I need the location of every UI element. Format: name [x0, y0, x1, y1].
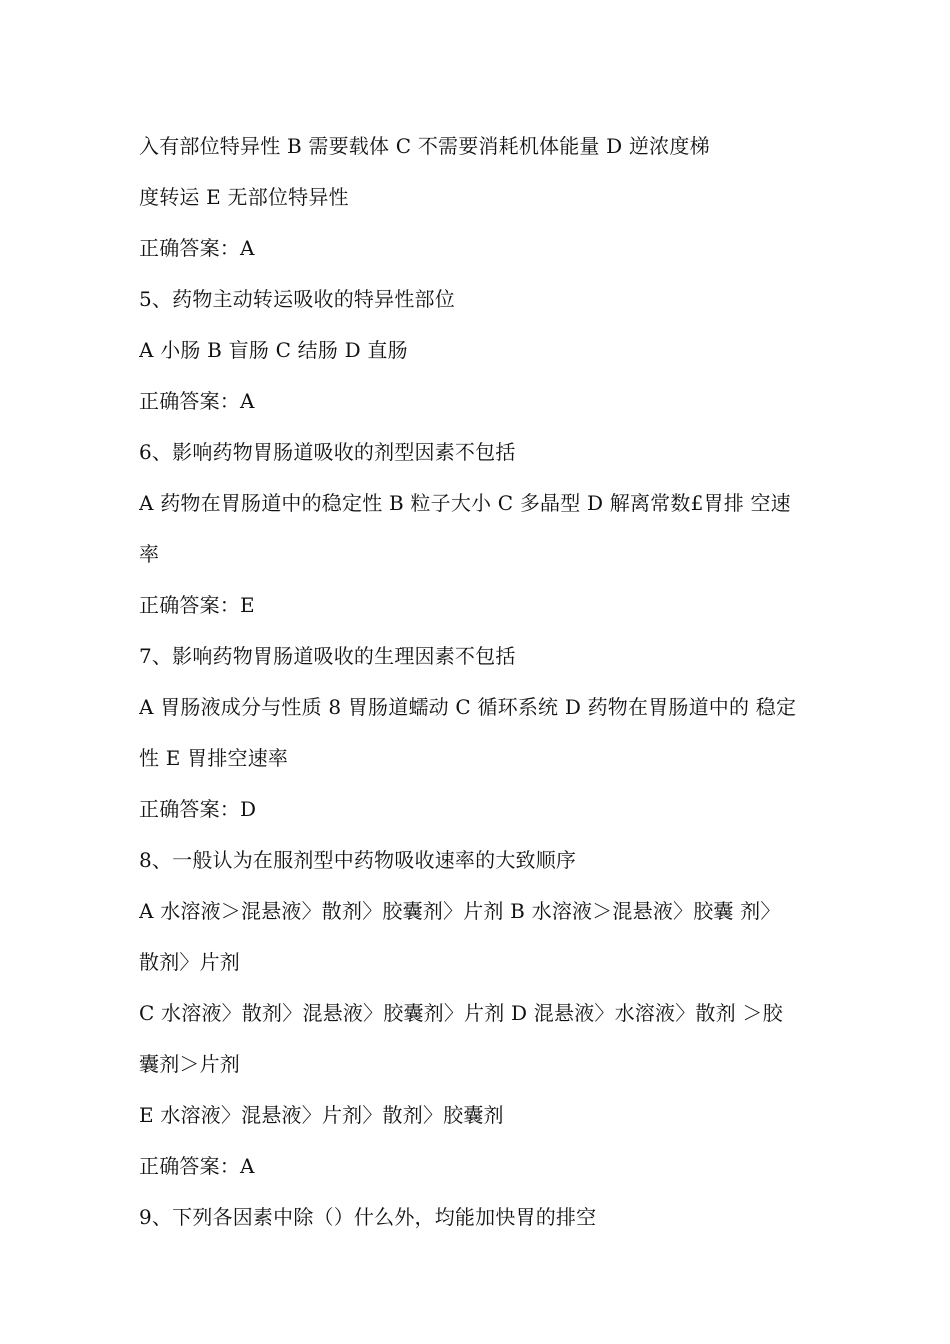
question-7-options: A 胃肠液成分与性质 8 胃肠道蠕动 C 循环系统 D 药物在胃肠道中的 稳定 [139, 695, 797, 719]
question-8-options: A 水溶液＞混悬液〉散剂〉胶囊剂〉片剂 B 水溶液＞混悬液〉胶囊 剂〉 [139, 899, 781, 923]
answer-line: 正确答案：A [139, 389, 255, 413]
question-6: 6、影响药物胃肠道吸收的剂型因素不包括 [139, 440, 516, 464]
answer-line: 正确答案：A [139, 236, 255, 260]
question-7: 7、影响药物胃肠道吸收的生理因素不包括 [139, 644, 516, 668]
answer-line: 正确答案：A [139, 1154, 255, 1178]
text-line: 度转运 E 无部位特异性 [139, 185, 349, 209]
question-8-options-cont: 散剂〉片剂 [139, 950, 240, 974]
question-8: 8、一般认为在服剂型中药物吸收速率的大致顺序 [139, 848, 577, 872]
question-6-options-cont: 率 [139, 542, 160, 566]
question-9: 9、下列各因素中除（）什么外，均能加快胃的排空 [139, 1205, 597, 1229]
question-8-options: C 水溶液〉散剂〉混悬液〉胶囊剂〉片剂 D 混悬液〉水溶液〉散剂 ＞胶 [139, 1001, 783, 1025]
question-8-options: E 水溶液〉混悬液〉片剂〉散剂〉胶囊剂 [139, 1103, 504, 1127]
question-6-options: A 药物在胃肠道中的稳定性 B 粒子大小 C 多晶型 D 解离常数£胃排 空速 [139, 491, 791, 515]
answer-line: 正确答案：D [139, 797, 257, 821]
question-7-options-cont: 性 E 胃排空速率 [139, 746, 289, 770]
question-5-options: A 小肠 B 盲肠 C 结肠 D 直肠 [139, 338, 408, 362]
question-8-options-cont: 囊剂＞片剂 [139, 1052, 240, 1076]
text-line: 入有部位特异性 B 需要载体 C 不需要消耗机体能量 D 逆浓度梯 [139, 134, 710, 158]
document-body [139, 121, 819, 1243]
question-5: 5、药物主动转运吸收的特异性部位 [139, 287, 455, 311]
answer-line: 正确答案：E [139, 593, 255, 617]
